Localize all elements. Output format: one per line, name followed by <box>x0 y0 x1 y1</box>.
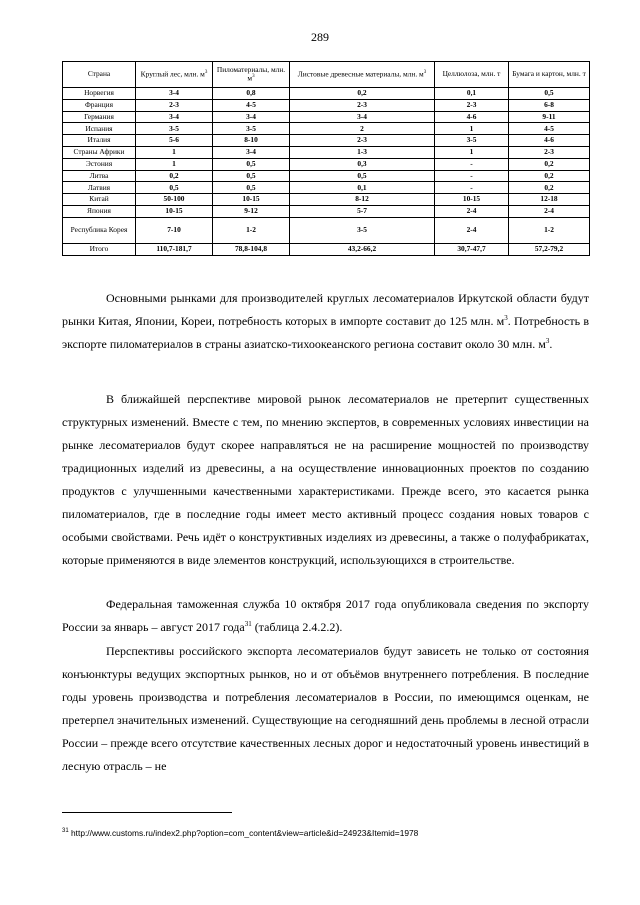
value-cell: 2-3 <box>290 135 435 147</box>
paragraph-1: Основными рынками для производителей круглых лесоматериалов Иркутской области будут рынки Китая, Японии, Кореи, потребность которых в импорте составит до 125 млн. $м^3$. Потребность в экспорте пиломатериалов в страны азиатско-тихоокеанского региона составит около 30 млн. $м^3$. <box>62 291 589 351</box>
country-cell: Литва <box>63 170 136 182</box>
value-cell: 10-15 <box>136 205 213 217</box>
value-cell: 4-6 <box>509 135 590 147</box>
table-row <box>63 88 590 100</box>
value-cell: 3-5 <box>435 135 509 147</box>
value-cell: 30,7-47,7 <box>435 243 509 255</box>
column-header: Листовые древесные материалы, млн. $м^3$ <box>290 62 435 88</box>
value-cell: 0,2 <box>509 158 590 170</box>
table-row <box>63 123 590 135</box>
value-cell: 8-12 <box>290 194 435 206</box>
country-cell: Франция <box>63 99 136 111</box>
table-row <box>63 217 590 243</box>
table-row <box>63 146 590 158</box>
value-cell: 3-4 <box>136 111 213 123</box>
value-cell: 0,5 <box>213 158 290 170</box>
value-cell: 1 <box>435 146 509 158</box>
paragraph-2: В ближайшей перспективе мировой рынок лесоматериалов не претерпит существенных структурных изменений. Вместе с тем, по мнению экспертов, в современных условиях инвестиции на рынке лесоматериалов будут скорее направляться не на расширение мощностей по производству традиционных изделий из древесины, а на осуществление инновационных проектов по созданию продуктов с улучшенными качественными характеристиками. Прежде всего, это касается рынка пиломатериалов, где в последние годы имеет место активный процесс создания новых товаров с особыми свойствами. Речь идёт о конструктивных изделиях из древесины, а также о полуфабрикатах, которые применяются в виде элементов конструкций, использующихся в строительстве. <box>62 392 589 567</box>
column-header: Пиломатериалы, млн. $м^3$ <box>213 62 290 88</box>
country-cell: Республика Корея <box>63 217 136 243</box>
value-cell: 12-18 <box>509 194 590 206</box>
table-row <box>63 170 590 182</box>
export-table <box>62 61 590 256</box>
value-cell: 0,2 <box>509 182 590 194</box>
value-cell: 0,5 <box>213 170 290 182</box>
column-header: Бумага и картон, млн. т <box>509 62 590 88</box>
value-cell: 3-4 <box>136 88 213 100</box>
value-cell: 2-4 <box>509 205 590 217</box>
table-row <box>63 182 590 194</box>
value-cell: 3-5 <box>136 123 213 135</box>
value-cell: 2-3 <box>136 99 213 111</box>
value-cell: 0,1 <box>290 182 435 194</box>
value-cell: 4-5 <box>213 99 290 111</box>
value-cell: - <box>435 182 509 194</box>
value-cell: 2-3 <box>290 99 435 111</box>
value-cell: 3-5 <box>290 217 435 243</box>
table-row <box>63 111 590 123</box>
footnote-number: 31 <box>62 828 69 835</box>
country-cell: Норвегия <box>63 88 136 100</box>
table-row <box>63 205 590 217</box>
footnote-reference[interactable]: 31 <box>244 620 252 628</box>
value-cell: 9-11 <box>509 111 590 123</box>
value-cell: 2-4 <box>435 217 509 243</box>
footnote <box>62 828 589 838</box>
value-cell: 6-8 <box>509 99 590 111</box>
country-cell: Испания <box>63 123 136 135</box>
paragraph-3: Федеральная таможенная служба 10 октября 2017 года опубликовала сведения по экспорту России за январь – август 2017 года$^{31}$ (таблица 2.4.2.2). <box>62 597 589 634</box>
column-header: Целлюлоза, млн. т <box>435 62 509 88</box>
value-cell: 0,1 <box>435 88 509 100</box>
value-cell: 3-4 <box>290 111 435 123</box>
value-cell: 10-15 <box>213 194 290 206</box>
value-cell: - <box>435 170 509 182</box>
value-cell: 0,2 <box>509 170 590 182</box>
country-cell: Япония <box>63 205 136 217</box>
value-cell: 9-12 <box>213 205 290 217</box>
value-cell: 0,5 <box>509 88 590 100</box>
column-header: Круглый лес, млн. $м^3$ <box>136 62 213 88</box>
value-cell: 4-6 <box>435 111 509 123</box>
value-cell: 3-5 <box>213 123 290 135</box>
value-cell: 8-10 <box>213 135 290 147</box>
value-cell: 7-10 <box>136 217 213 243</box>
country-cell: Италия <box>63 135 136 147</box>
value-cell: 78,8-104,8 <box>213 243 290 255</box>
superscript: 3 <box>545 337 550 345</box>
value-cell: 2-4 <box>435 205 509 217</box>
value-cell: 1-2 <box>509 217 590 243</box>
value-cell: 0,8 <box>213 88 290 100</box>
value-cell: 3-4 <box>213 111 290 123</box>
value-cell: 57,2-79,2 <box>509 243 590 255</box>
table-body <box>63 88 590 256</box>
value-cell: 2 <box>290 123 435 135</box>
value-cell: 5-7 <box>290 205 435 217</box>
column-header: Страна <box>63 62 136 88</box>
value-cell: 2-3 <box>435 99 509 111</box>
table-row <box>63 99 590 111</box>
country-cell: Итого <box>63 243 136 255</box>
paragraph-4: Перспективы российского экспорта лесоматериалов будут зависеть не только от состояния конъюнктуры ведущих экспортных рынков, но и от объёмов внутреннего потребления. В последние годы уровень производства и потребления лесоматериалов в России, по имеющимся оценкам, не претерпел значительных изменений. Существующие на сегодняшний день проблемы в лесной отрасли России – прежде всего отсутствие качественных лесных дорог и недостаточный уровень инвестиций в лесную отрасль – не <box>62 644 589 773</box>
country-cell: Страны Африки <box>63 146 136 158</box>
table-row <box>63 135 590 147</box>
value-cell: - <box>435 158 509 170</box>
footnote-divider <box>62 812 232 813</box>
value-cell: 10-15 <box>435 194 509 206</box>
value-cell: 1 <box>435 123 509 135</box>
value-cell: 110,7-181,7 <box>136 243 213 255</box>
value-cell: 1-2 <box>213 217 290 243</box>
value-cell: 1 <box>136 158 213 170</box>
value-cell: 0,5 <box>213 182 290 194</box>
value-cell: 0,5 <box>136 182 213 194</box>
value-cell: 1-3 <box>290 146 435 158</box>
value-cell: 50-100 <box>136 194 213 206</box>
table-row <box>63 194 590 206</box>
value-cell: 1 <box>136 146 213 158</box>
superscript: 3 <box>504 314 508 322</box>
footnote-link[interactable]: http://www.customs.ru/index2.php?option=com_content&view=article&id=24923&Itemid=1978 <box>68 828 419 838</box>
table-header <box>63 62 590 88</box>
table-row <box>63 243 590 255</box>
value-cell: 5-6 <box>136 135 213 147</box>
country-cell: Германия <box>63 111 136 123</box>
value-cell: 0,3 <box>290 158 435 170</box>
value-cell: 3-4 <box>213 146 290 158</box>
table-row <box>63 158 590 170</box>
value-cell: 0,2 <box>290 88 435 100</box>
page-number: 289 <box>311 30 329 44</box>
country-cell: Эстония <box>63 158 136 170</box>
value-cell: 0,2 <box>136 170 213 182</box>
value-cell: 4-5 <box>509 123 590 135</box>
value-cell: 0,5 <box>290 170 435 182</box>
value-cell: 43,2-66,2 <box>290 243 435 255</box>
country-cell: Латвия <box>63 182 136 194</box>
country-cell: Китай <box>63 194 136 206</box>
value-cell: 2-3 <box>509 146 590 158</box>
